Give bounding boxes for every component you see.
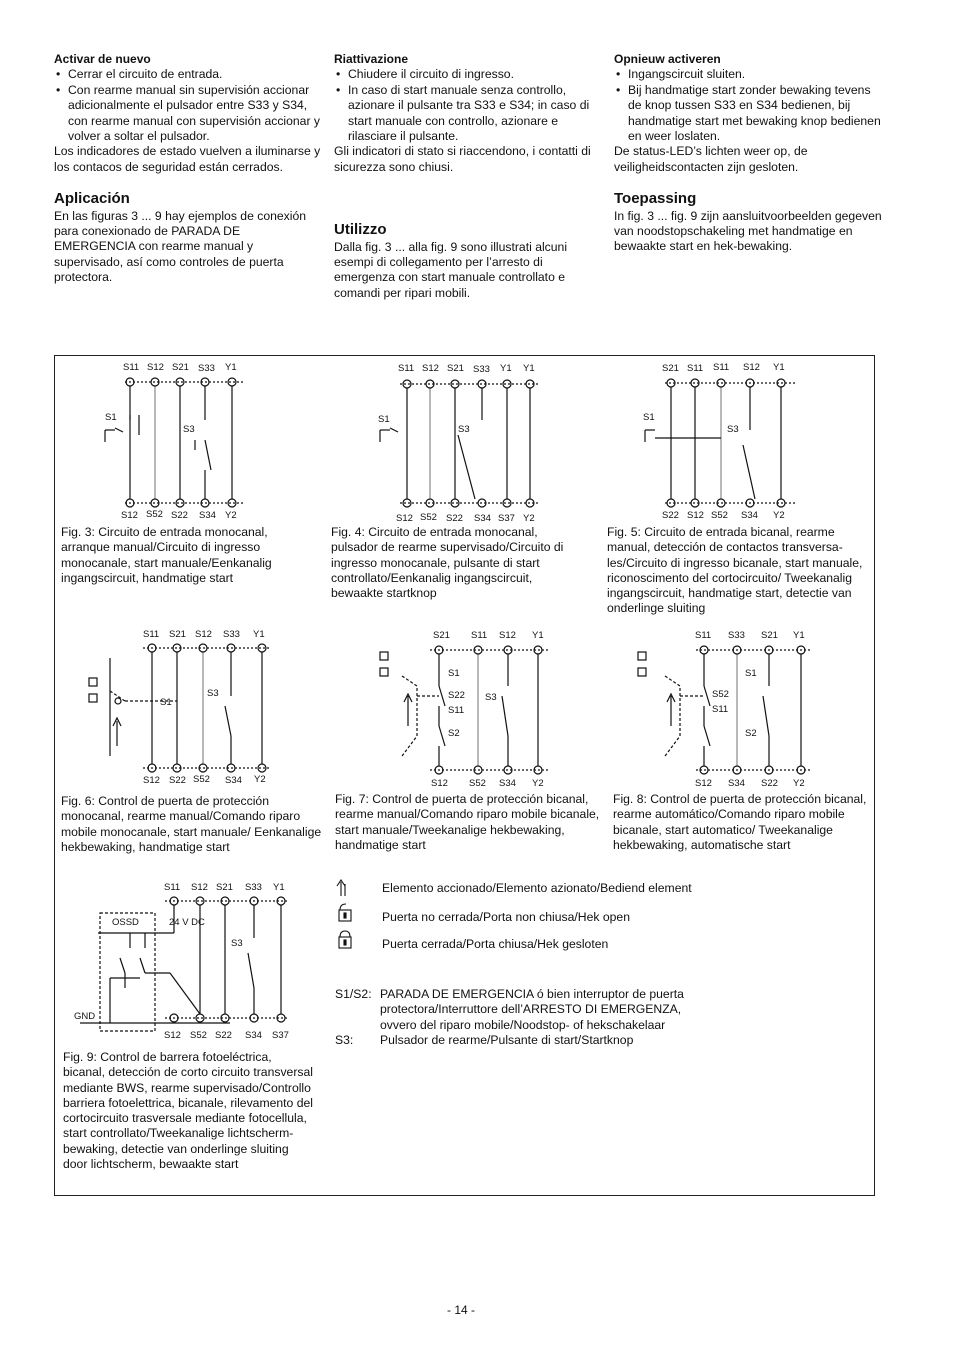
svg-text:S22: S22 [215, 1030, 232, 1041]
svg-text:S1: S1 [745, 668, 757, 679]
svg-text:Y1: Y1 [773, 362, 785, 373]
svg-text:Y1: Y1 [500, 363, 512, 374]
svg-text:S34: S34 [499, 778, 516, 789]
legend-actuated: Elemento accionado/Elemento azionato/Bediend element [382, 881, 692, 895]
svg-text:S12: S12 [191, 882, 208, 893]
svg-text:S11: S11 [398, 363, 415, 374]
svg-text:S2: S2 [745, 728, 757, 739]
svg-text:S3: S3 [485, 692, 497, 703]
page-number: - 14 - [447, 1303, 476, 1317]
svg-text:S33: S33 [245, 882, 262, 893]
fig9-diagram [70, 878, 300, 1048]
svg-text:S11: S11 [713, 362, 730, 373]
fig5-diagram [635, 360, 810, 530]
legend-s3-key: S3: [335, 1033, 354, 1047]
bullet-list [334, 67, 604, 144]
svg-text:Y1: Y1 [225, 362, 237, 373]
svg-text:S52: S52 [190, 1030, 207, 1041]
bullet: • In caso di start manuale senza controllo, azionare il pulsante tra S33 e S34; in caso di start manuale con controllo, azionare e rilasciare il pulsante. [334, 83, 604, 145]
svg-text:S33: S33 [473, 364, 490, 375]
fig5-caption: Fig. 5: Circuito de entrada bicanal, rearme manual, detección de contactos transversa-les/Circuito di ingresso bicanale, start manuale, riconoscimento del cortocircuito/ Tweekanalig ingangscircuit, handmatige start, detectie van onderlinge sluiting [607, 525, 863, 616]
fig8-diagram [630, 626, 820, 796]
svg-text:GND: GND [74, 1011, 96, 1022]
svg-text:S12: S12 [695, 778, 712, 789]
column-nl [614, 52, 884, 255]
svg-text:S52: S52 [712, 689, 729, 700]
fig8-caption: Fig. 8: Control de puerta de protección bicanal, rearme automático/Comando riparo mobile bicanale, start automatico/ Tweekanalige hekbewaking, automatische start [613, 792, 867, 852]
svg-text:S34: S34 [225, 775, 242, 786]
bullet: • Cerrar el circuito de entrada. [54, 67, 324, 82]
svg-text:Y1: Y1 [532, 630, 544, 641]
svg-text:S21: S21 [169, 629, 186, 640]
svg-text:S12: S12 [687, 510, 704, 521]
svg-text:S33: S33 [198, 363, 215, 374]
svg-text:S21: S21 [216, 882, 233, 893]
svg-text:S1: S1 [643, 412, 655, 423]
svg-text:S3: S3 [231, 938, 243, 949]
section-title: Toepassing [614, 190, 697, 208]
svg-text:S11: S11 [687, 363, 704, 374]
svg-text:Y2: Y2 [773, 510, 785, 521]
svg-text:Y1: Y1 [523, 363, 535, 374]
section-title: Aplicación [54, 190, 130, 208]
fig4-diagram [370, 360, 555, 530]
svg-text:S12: S12 [143, 775, 160, 786]
svg-text:S33: S33 [728, 630, 745, 641]
legend-s1s2-key: S1/S2: [335, 987, 372, 1001]
svg-text:S12: S12 [195, 629, 212, 640]
svg-text:Y2: Y2 [532, 778, 544, 789]
paragraph: Gli indicatori di stato si riaccendono, i contatti di sicurezza sono chiusi. [334, 144, 591, 174]
svg-text:S1: S1 [105, 412, 117, 423]
svg-text:Y1: Y1 [253, 629, 265, 640]
svg-text:S21: S21 [447, 363, 464, 374]
bullet: • Chiudere il circuito di ingresso. [334, 67, 604, 82]
svg-text:S22: S22 [448, 690, 465, 701]
fig7-caption: Fig. 7: Control de puerta de protección bicanal, rearme manual/Comando riparo mobile bicanale, start manuale/Tweekanalige hekbewaking, handmatige start [335, 792, 600, 852]
svg-text:S3: S3 [183, 424, 195, 435]
svg-text:OSSD: OSSD [112, 917, 139, 928]
bullet: • Bij handmatige start zonder bewaking tevens de knop tussen S33 en S34 bedienen, bij handmatige start met bewaking knop bedienen en weer loslaten. [614, 83, 884, 145]
svg-text:S2: S2 [448, 728, 460, 739]
svg-text:S52: S52 [193, 774, 210, 785]
section-title: Utilizzo [334, 221, 387, 239]
svg-text:S21: S21 [761, 630, 778, 641]
svg-text:S12: S12 [396, 513, 413, 524]
svg-text:Y2: Y2 [254, 774, 266, 785]
column-it [334, 52, 604, 301]
svg-text:S34: S34 [199, 510, 216, 521]
fig4-caption: Fig. 4: Circuito de entrada monocanal, pulsador de rearme supervisado/Circuito di ingresso monocanale, pulsante di start controllato/Eenkanalig ingangscircuit, bewaakte startknop [331, 525, 564, 601]
svg-text:Y1: Y1 [273, 882, 285, 893]
legend-open: Puerta no cerrada/Porta non chiusa/Hek open [382, 910, 630, 924]
fig6-diagram [85, 626, 285, 796]
svg-text:S22: S22 [761, 778, 778, 789]
fig7-diagram [372, 626, 562, 796]
svg-text:S11: S11 [471, 630, 488, 641]
fig9-caption: Fig. 9: Control de barrera fotoeléctrica, bicanal, detección de corto circuito transversal mediante BWS, rearme supervisado/Controllo barriera fotoelettrica, bicanale, rilevamento del cortocircuito trasversale mediante fotocellula, start controllato/Tweekanalige lichtscherm-bewaking, detectie van onderlinge sluiting door lichtscherm, bewaakte start [63, 1050, 313, 1172]
svg-text:S11: S11 [143, 629, 160, 640]
paragraph: De status-LED’s lichten weer op, de veiligheidscontacten zijn gesloten. [614, 144, 808, 174]
svg-text:S34: S34 [728, 778, 745, 789]
svg-text:Y1: Y1 [793, 630, 805, 641]
svg-text:S11: S11 [695, 630, 712, 641]
svg-text:S12: S12 [147, 362, 164, 373]
svg-text:S12: S12 [431, 778, 448, 789]
fig3-caption: Fig. 3: Circuito de entrada monocanal, arranque manual/Circuito di ingresso monocanale, start manuale/Eenkanalig ingangscircuit, handmatige start [61, 525, 272, 585]
svg-text:S3: S3 [458, 424, 470, 435]
svg-text:Y2: Y2 [523, 513, 535, 524]
paragraph: Los indicadores de estado vuelven a iluminarse y los contacos de seguridad están cerrados. [54, 144, 321, 174]
svg-text:Y2: Y2 [225, 510, 237, 521]
svg-text:S34: S34 [474, 513, 491, 524]
bullet: • Ingangscircuit sluiten. [614, 67, 884, 82]
svg-text:S1: S1 [160, 697, 172, 708]
svg-text:S11: S11 [448, 705, 465, 716]
bullet-list [54, 67, 324, 144]
svg-text:S1: S1 [378, 414, 390, 425]
svg-text:S12: S12 [121, 510, 138, 521]
svg-text:S37: S37 [498, 513, 515, 524]
legend-closed: Puerta cerrada/Porta chiusa/Hek gesloten [382, 937, 609, 951]
svg-text:S1: S1 [448, 668, 460, 679]
svg-text:S21: S21 [433, 630, 450, 641]
section-text: Dalla fig. 3 ... alla fig. 9 sono illustrati alcuni esempi di collegamento per l’arresto di emergenza con start manuale controllato e comandi per ripari mobili. [334, 239, 568, 300]
bullet: • Con rearme manual sin supervisión accionar adicionalmente el pulsador entre S33 y S34, con rearme manual con supervisión accionar y volver a soltar el pulsador. [54, 83, 324, 145]
heading: Opnieuw activeren [614, 52, 721, 66]
svg-text:S52: S52 [711, 510, 728, 521]
svg-text:S21: S21 [662, 363, 679, 374]
svg-text:S11: S11 [712, 704, 729, 715]
bullet-list [614, 67, 884, 144]
svg-text:S3: S3 [727, 424, 739, 435]
svg-text:S34: S34 [741, 510, 758, 521]
svg-text:S21: S21 [172, 362, 189, 373]
door-open-icon [337, 902, 355, 929]
svg-text:S22: S22 [446, 513, 463, 524]
svg-text:Y2: Y2 [793, 778, 805, 789]
svg-text:S3: S3 [207, 688, 219, 699]
fig3-diagram [95, 360, 255, 530]
svg-text:S37: S37 [272, 1030, 289, 1041]
svg-text:S11: S11 [123, 362, 140, 373]
actuated-element-icon [335, 878, 353, 903]
svg-text:S52: S52 [146, 509, 163, 520]
svg-text:S33: S33 [223, 629, 240, 640]
svg-text:S34: S34 [245, 1030, 262, 1041]
svg-text:S12: S12 [743, 362, 760, 373]
svg-text:S52: S52 [420, 512, 437, 523]
svg-text:S12: S12 [499, 630, 516, 641]
legend-s3-text: Pulsador de rearme/Pulsante di start/Startknop [380, 1033, 634, 1047]
section-text: En las figuras 3 ... 9 hay ejemplos de conexión para conexionado de PARADA DE EMERGENCIA con rearme manual y supervisado, así como controles de puerta protectora. [54, 208, 307, 285]
svg-text:S22: S22 [169, 775, 186, 786]
svg-text:S12: S12 [422, 363, 439, 374]
svg-text:24 V DC: 24 V DC [169, 917, 205, 928]
svg-text:S11: S11 [164, 882, 181, 893]
svg-text:S12: S12 [164, 1030, 181, 1041]
column-es [54, 52, 324, 286]
heading: Activar de nuevo [54, 52, 151, 66]
section-text: In fig. 3 ... fig. 9 zijn aansluitvoorbeelden gegeven van noodstopschakeling met handmatige en bewaakte start en hek-bewaking. [614, 208, 882, 254]
heading: Riattivazione [334, 52, 409, 66]
legend-s1s2-text: PARADA DE EMERGENCIA ó bien interruptor de puerta protectora/Interruttore dell’ARRESTO DI EMERGENZA, ovvero del riparo mobile/Noodstop- of hekschakelaar [380, 987, 684, 1032]
fig6-caption: Fig. 6: Control de puerta de protección monocanal, rearme manual/Comando riparo mobile monocanale, start manuale/ Eenkanalige hekbewaking, handmatige start [61, 794, 322, 854]
svg-text:S22: S22 [171, 510, 188, 521]
svg-text:S52: S52 [469, 778, 486, 789]
svg-text:S22: S22 [662, 510, 679, 521]
door-closed-icon [337, 929, 355, 956]
